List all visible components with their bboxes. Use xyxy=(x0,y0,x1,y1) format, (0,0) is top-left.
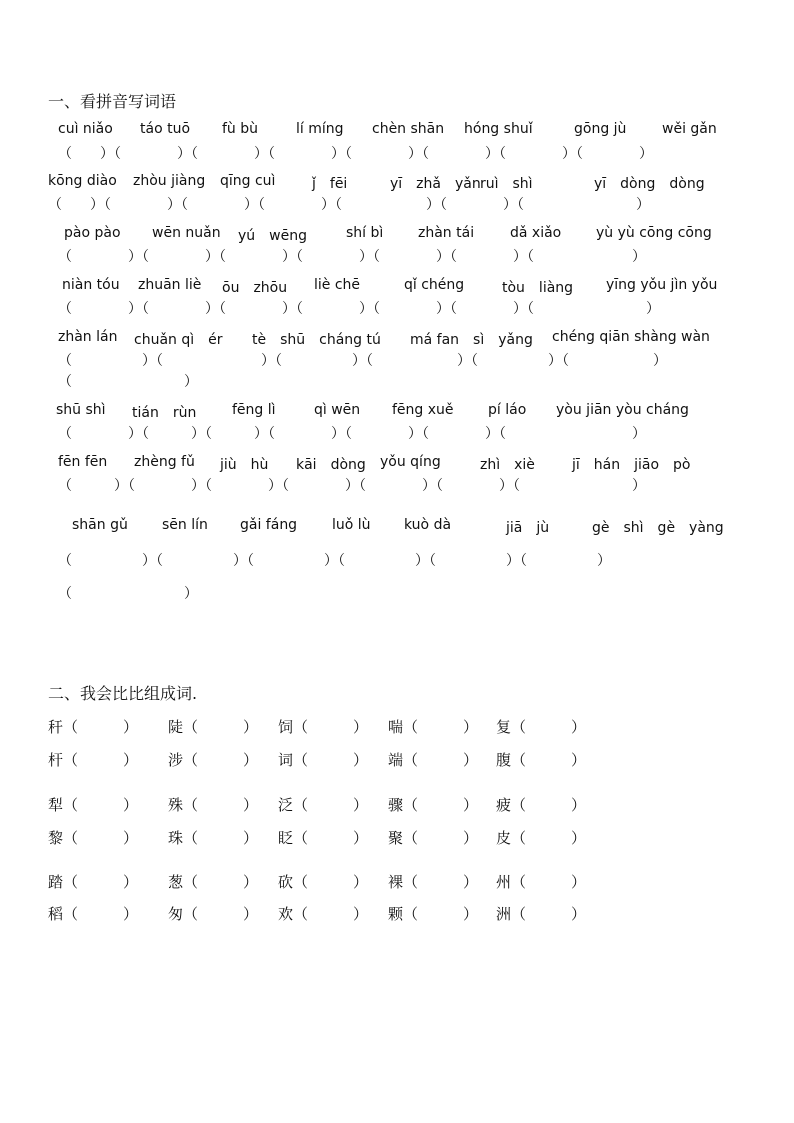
character: 踏 xyxy=(48,873,64,891)
section-2-title: 二、我会比比组成词. xyxy=(48,684,198,703)
pinyin-word: luǒ lù xyxy=(332,517,371,533)
answer-blank-line[interactable]: （ ）（ ）（ ）（ ）（ ）（ ）（ ）（ ） xyxy=(58,146,653,162)
compare-item[interactable] xyxy=(168,716,258,737)
character: 陡 xyxy=(168,718,184,736)
compare-item[interactable] xyxy=(168,794,258,815)
pinyin-word: lí míng xyxy=(296,121,344,137)
pinyin-word: gǎi fáng xyxy=(240,517,298,533)
pinyin-word: yú wēng xyxy=(238,228,307,244)
word-blank[interactable]: （ ） xyxy=(183,751,259,769)
pinyin-word: zhòu jiàng xyxy=(133,173,206,189)
character: 喘 xyxy=(388,718,404,736)
pinyin-word: hóng shuǐ xyxy=(464,121,533,137)
pinyin-word: wěi gǎn xyxy=(662,121,717,137)
pinyin-word: qīng cuì xyxy=(220,173,276,189)
pinyin-word: tòu liàng xyxy=(502,280,574,296)
word-blank[interactable]: （ ） xyxy=(63,718,139,736)
word-blank[interactable]: （ ） xyxy=(183,873,259,891)
character: 复 xyxy=(496,718,512,736)
word-blank[interactable]: （ ） xyxy=(63,751,139,769)
compare-item[interactable] xyxy=(168,903,258,924)
pinyin-word: zhì xiè xyxy=(480,457,535,473)
character: 泛 xyxy=(278,796,294,814)
pinyin-word: fēn fēn xyxy=(58,454,108,470)
character: 聚 xyxy=(388,829,404,847)
word-blank[interactable]: （ ） xyxy=(63,796,139,814)
compare-item[interactable] xyxy=(168,749,258,770)
pinyin-word: shū shì xyxy=(56,402,106,418)
word-blank[interactable]: （ ） xyxy=(63,829,139,847)
word-blank[interactable]: （ ） xyxy=(511,829,587,847)
word-blank[interactable]: （ ） xyxy=(183,829,259,847)
word-blank[interactable]: （ ） xyxy=(293,905,369,923)
compare-item[interactable] xyxy=(496,827,586,848)
word-blank[interactable]: （ ） xyxy=(511,905,587,923)
pinyin-word: jī hán jiāo pò xyxy=(572,457,691,473)
pinyin-word: chuǎn qì ér xyxy=(134,332,223,348)
word-blank[interactable]: （ ） xyxy=(293,751,369,769)
answer-blank-line[interactable]: （ ）（ ）（ ）（ ）（ ）（ ） xyxy=(58,353,667,369)
pinyin-word: tè shū cháng tú xyxy=(252,332,381,348)
pinyin-word: sēn lín xyxy=(162,517,208,533)
section-1-title: 一、看拼音写词语 xyxy=(48,92,177,111)
compare-item[interactable] xyxy=(388,903,478,924)
compare-item[interactable] xyxy=(48,794,138,815)
word-blank[interactable]: （ ） xyxy=(63,905,139,923)
pinyin-word: yī zhǎ yǎn xyxy=(390,176,481,192)
character: 端 xyxy=(388,751,404,769)
pinyin-word: zhèng fǔ xyxy=(134,454,195,470)
word-blank[interactable]: （ ） xyxy=(183,905,259,923)
compare-item[interactable] xyxy=(278,871,368,892)
character: 黎 xyxy=(48,829,64,847)
character: 州 xyxy=(496,873,512,891)
compare-item[interactable] xyxy=(496,749,586,770)
character: 骤 xyxy=(388,796,404,814)
character: 欢 xyxy=(278,905,294,923)
pinyin-word: gè shì gè yàng xyxy=(592,520,724,536)
answer-blank-line[interactable]: （ ）（ ）（ ）（ ）（ ）（ ） xyxy=(58,553,611,569)
pinyin-word: ǰ fēi xyxy=(312,176,348,192)
answer-blank-line[interactable]: （ ） xyxy=(58,586,198,602)
pinyin-word: zhàn tái xyxy=(418,225,475,241)
compare-item[interactable] xyxy=(278,749,368,770)
pinyin-word: ōu zhōu xyxy=(222,280,288,296)
compare-item[interactable] xyxy=(48,903,138,924)
character: 眨 xyxy=(278,829,294,847)
pinyin-word: táo tuō xyxy=(140,121,191,137)
compare-item[interactable] xyxy=(278,794,368,815)
character: 珠 xyxy=(168,829,184,847)
compare-item[interactable] xyxy=(388,794,478,815)
word-blank[interactable]: （ ） xyxy=(511,873,587,891)
compare-item[interactable] xyxy=(168,871,258,892)
compare-item[interactable] xyxy=(496,871,586,892)
pinyin-word: chèn shān xyxy=(372,121,445,137)
compare-item[interactable] xyxy=(168,827,258,848)
compare-item[interactable] xyxy=(278,827,368,848)
word-blank[interactable]: （ ） xyxy=(183,796,259,814)
pinyin-word: chéng qiān shàng wàn xyxy=(552,329,710,345)
compare-item[interactable] xyxy=(496,903,586,924)
pinyin-word: fù bù xyxy=(222,121,259,137)
pinyin-word: cuì niǎo xyxy=(58,121,113,137)
answer-blank-line[interactable]: （ ）（ ）（ ）（ ）（ ）（ ）（ ） xyxy=(58,478,646,494)
character: 皮 xyxy=(496,829,512,847)
compare-item[interactable] xyxy=(388,716,478,737)
character: 腹 xyxy=(496,751,512,769)
character: 洲 xyxy=(496,905,512,923)
character: 词 xyxy=(278,751,294,769)
pinyin-word: shān gǔ xyxy=(72,517,128,533)
pinyin-word: fēng lì xyxy=(232,402,276,418)
character: 砍 xyxy=(278,873,294,891)
pinyin-word: zhuān liè xyxy=(138,277,202,293)
word-blank[interactable]: （ ） xyxy=(183,718,259,736)
word-blank[interactable]: （ ） xyxy=(511,718,587,736)
compare-item[interactable] xyxy=(388,871,478,892)
word-blank[interactable]: （ ） xyxy=(63,873,139,891)
pinyin-word: má fan sì yǎng xyxy=(410,332,533,348)
word-blank[interactable]: （ ） xyxy=(403,751,479,769)
pinyin-word: pí láo xyxy=(488,402,527,418)
pinyin-word: yòu jiān yòu cháng xyxy=(556,402,689,418)
pinyin-word: kuò dà xyxy=(404,517,452,533)
compare-item[interactable] xyxy=(388,827,478,848)
compare-item[interactable] xyxy=(48,871,138,892)
compare-item[interactable] xyxy=(496,794,586,815)
word-blank[interactable]: （ ） xyxy=(511,751,587,769)
pinyin-word: kāi dòng xyxy=(296,457,366,473)
word-blank[interactable]: （ ） xyxy=(293,873,369,891)
pinyin-word: shí bì xyxy=(346,225,384,241)
answer-blank-line[interactable]: （ ）（ ）（ ）（ ）（ ）（ ）（ ） xyxy=(48,197,650,213)
pinyin-word: niàn tóu xyxy=(62,277,120,293)
character: 稻 xyxy=(48,905,64,923)
pinyin-word: jiù hù xyxy=(220,457,269,473)
answer-blank-line[interactable]: （ ）（ ）（ ）（ ）（ ）（ ）（ ） xyxy=(58,426,646,442)
compare-item[interactable] xyxy=(496,716,586,737)
character: 疲 xyxy=(496,796,512,814)
word-blank[interactable]: （ ） xyxy=(293,718,369,736)
character: 秆 xyxy=(48,718,64,736)
pinyin-word: gōng jù xyxy=(574,121,627,137)
pinyin-word: tián rùn xyxy=(132,405,197,421)
pinyin-word: pào pào xyxy=(64,225,121,241)
pinyin-word: yī dòng dòng xyxy=(594,176,705,192)
character: 匆 xyxy=(168,905,184,923)
answer-blank-line[interactable]: （ ）（ ）（ ）（ ）（ ）（ ）（ ） xyxy=(58,301,660,317)
pinyin-word: dǎ xiǎo xyxy=(510,225,562,241)
character: 颗 xyxy=(388,905,404,923)
pinyin-word: jiā jù xyxy=(506,520,550,536)
character: 犁 xyxy=(48,796,64,814)
compare-item[interactable] xyxy=(48,827,138,848)
answer-blank-line[interactable]: （ ）（ ）（ ）（ ）（ ）（ ）（ ） xyxy=(58,249,646,265)
word-blank[interactable]: （ ） xyxy=(511,796,587,814)
compare-item[interactable] xyxy=(278,716,368,737)
pinyin-word: yù yù cōng cōng xyxy=(596,225,712,241)
character: 殊 xyxy=(168,796,184,814)
character: 葱 xyxy=(168,873,184,891)
pinyin-word: qǐ chéng xyxy=(404,277,465,293)
word-blank[interactable]: （ ） xyxy=(293,829,369,847)
pinyin-word: fēng xuě xyxy=(392,402,454,418)
character: 裸 xyxy=(388,873,404,891)
pinyin-word: ruì shì xyxy=(480,176,533,192)
word-blank[interactable]: （ ） xyxy=(403,796,479,814)
character: 杆 xyxy=(48,751,64,769)
word-blank[interactable]: （ ） xyxy=(403,829,479,847)
compare-item[interactable] xyxy=(48,716,138,737)
answer-blank-line[interactable]: （ ） xyxy=(58,374,198,390)
word-blank[interactable]: （ ） xyxy=(403,873,479,891)
compare-item[interactable] xyxy=(48,749,138,770)
compare-item[interactable] xyxy=(278,903,368,924)
pinyin-word: kōng diào xyxy=(48,173,117,189)
pinyin-word: yǒu qíng xyxy=(380,454,441,470)
pinyin-word: qì wēn xyxy=(314,402,361,418)
pinyin-word: zhàn lán xyxy=(58,329,118,345)
compare-item[interactable] xyxy=(388,749,478,770)
word-blank[interactable]: （ ） xyxy=(293,796,369,814)
word-blank[interactable]: （ ） xyxy=(403,905,479,923)
character: 饲 xyxy=(278,718,294,736)
pinyin-word: wēn nuǎn xyxy=(152,225,221,241)
pinyin-word: yīng yǒu jìn yǒu xyxy=(606,277,718,293)
character: 涉 xyxy=(168,751,184,769)
pinyin-word: liè chē xyxy=(314,277,361,293)
word-blank[interactable]: （ ） xyxy=(403,718,479,736)
